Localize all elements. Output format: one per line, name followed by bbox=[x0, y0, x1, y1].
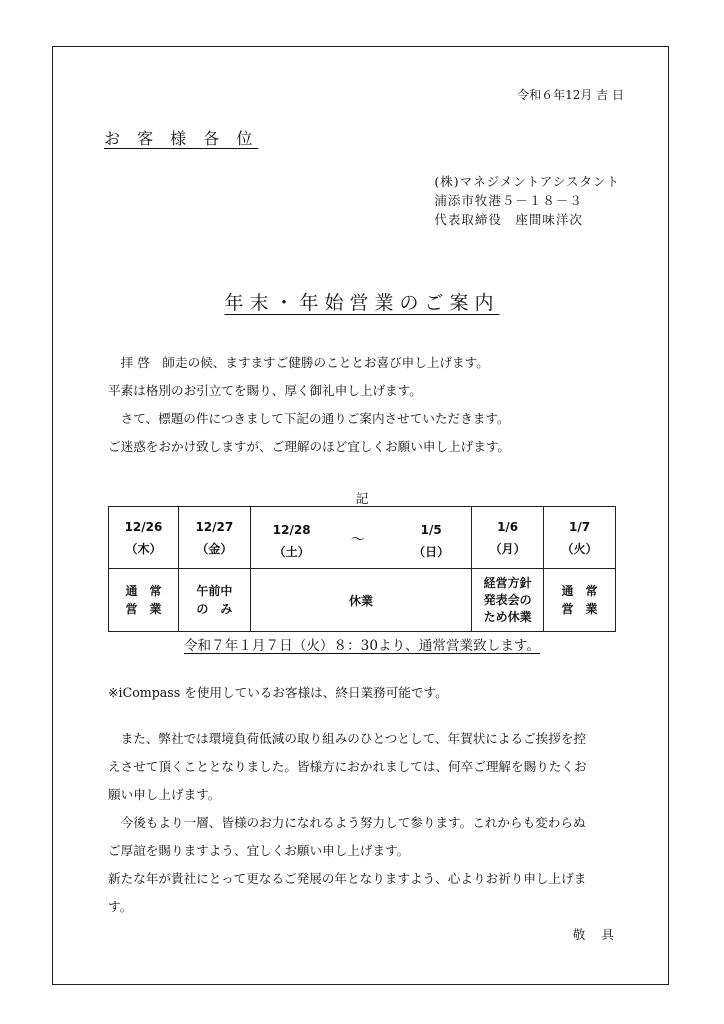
date-cell: 1/7 （火） bbox=[544, 507, 616, 569]
closing-salutation: 敬 具 bbox=[572, 927, 620, 942]
closing-line: 今後もより一層、皆様のお力になれるよう努力して参ります。これからも変わらぬ bbox=[108, 815, 586, 830]
date-range-cell bbox=[250, 507, 471, 569]
closing-line: えさせて頂くこととなりました。皆様方におかれましては、何卒ご理解を賜りたくお bbox=[108, 759, 587, 774]
ki-mark: 記 bbox=[355, 492, 369, 507]
icompass-note: ※iCompass を使用しているお客様は、終日業務可能です。 bbox=[108, 685, 448, 700]
closing-line: す。 bbox=[108, 899, 133, 914]
status-cell: 午前中 の み bbox=[178, 569, 250, 632]
resume-notice: 令和７年１月７日（火）８：30より、通常営業致します。 bbox=[183, 638, 541, 654]
range-end: 1/5 （日） bbox=[413, 523, 450, 559]
recipient-heading: お 客 様 各 位 bbox=[104, 129, 259, 148]
greeting-line: 平素は格別のお引立てを賜り、厚く御礼申し上げます。 bbox=[108, 383, 422, 398]
sender-company: (株)マネジメントアシスタント bbox=[434, 174, 620, 189]
schedule-table bbox=[108, 506, 616, 632]
status-cell-closed: 休業 bbox=[250, 569, 471, 632]
sender-representative: 代表取締役 座間味洋次 bbox=[434, 212, 583, 227]
closing-line: ご厚誼を賜りますよう、宜しくお願い申し上げます。 bbox=[108, 843, 410, 858]
greeting-line: 拝 啓 師走の候、ますますご健勝のこととお喜び申し上げます。 bbox=[108, 355, 489, 370]
greeting-line: さて、標題の件につきまして下記の通りご案内させていただきます。 bbox=[108, 411, 510, 426]
closing-line: 願い申し上げます。 bbox=[108, 787, 221, 802]
status-cell: 通 常 営 業 bbox=[109, 569, 179, 632]
greeting-line: ご迷惑をおかけ致しますが、ご理解のほど宜しくお願い申し上げます。 bbox=[108, 439, 510, 454]
document-title: 年末・年始営業のご案内 bbox=[224, 292, 500, 314]
date-cell: 12/27 （金） bbox=[178, 507, 250, 569]
schedule-status-row bbox=[109, 569, 616, 632]
date-cell: 12/26 （木） bbox=[109, 507, 179, 569]
closing-line: また、弊社では環境負荷低減の取り組みのひとつとして、年賀状によるご挨拶を控 bbox=[108, 731, 587, 746]
sender-address: 浦添市牧港５－１８－３ bbox=[434, 193, 583, 208]
date-cell: 1/6 （月） bbox=[472, 507, 544, 569]
range-start: 12/28 （土） bbox=[272, 523, 311, 559]
sender-block bbox=[434, 172, 620, 229]
status-cell: 経営方針 発表会の ため休業 bbox=[472, 569, 544, 632]
closing-line: 新たな年が貴社にとって更なるご発展の年となりますよう、心よりお祈り申し上げま bbox=[108, 871, 587, 886]
range-tilde: ～ bbox=[350, 532, 365, 548]
status-cell: 通 常 営 業 bbox=[544, 569, 616, 632]
schedule-date-row bbox=[109, 507, 616, 569]
issue-date: 令和６年12月 吉 日 bbox=[517, 88, 624, 102]
